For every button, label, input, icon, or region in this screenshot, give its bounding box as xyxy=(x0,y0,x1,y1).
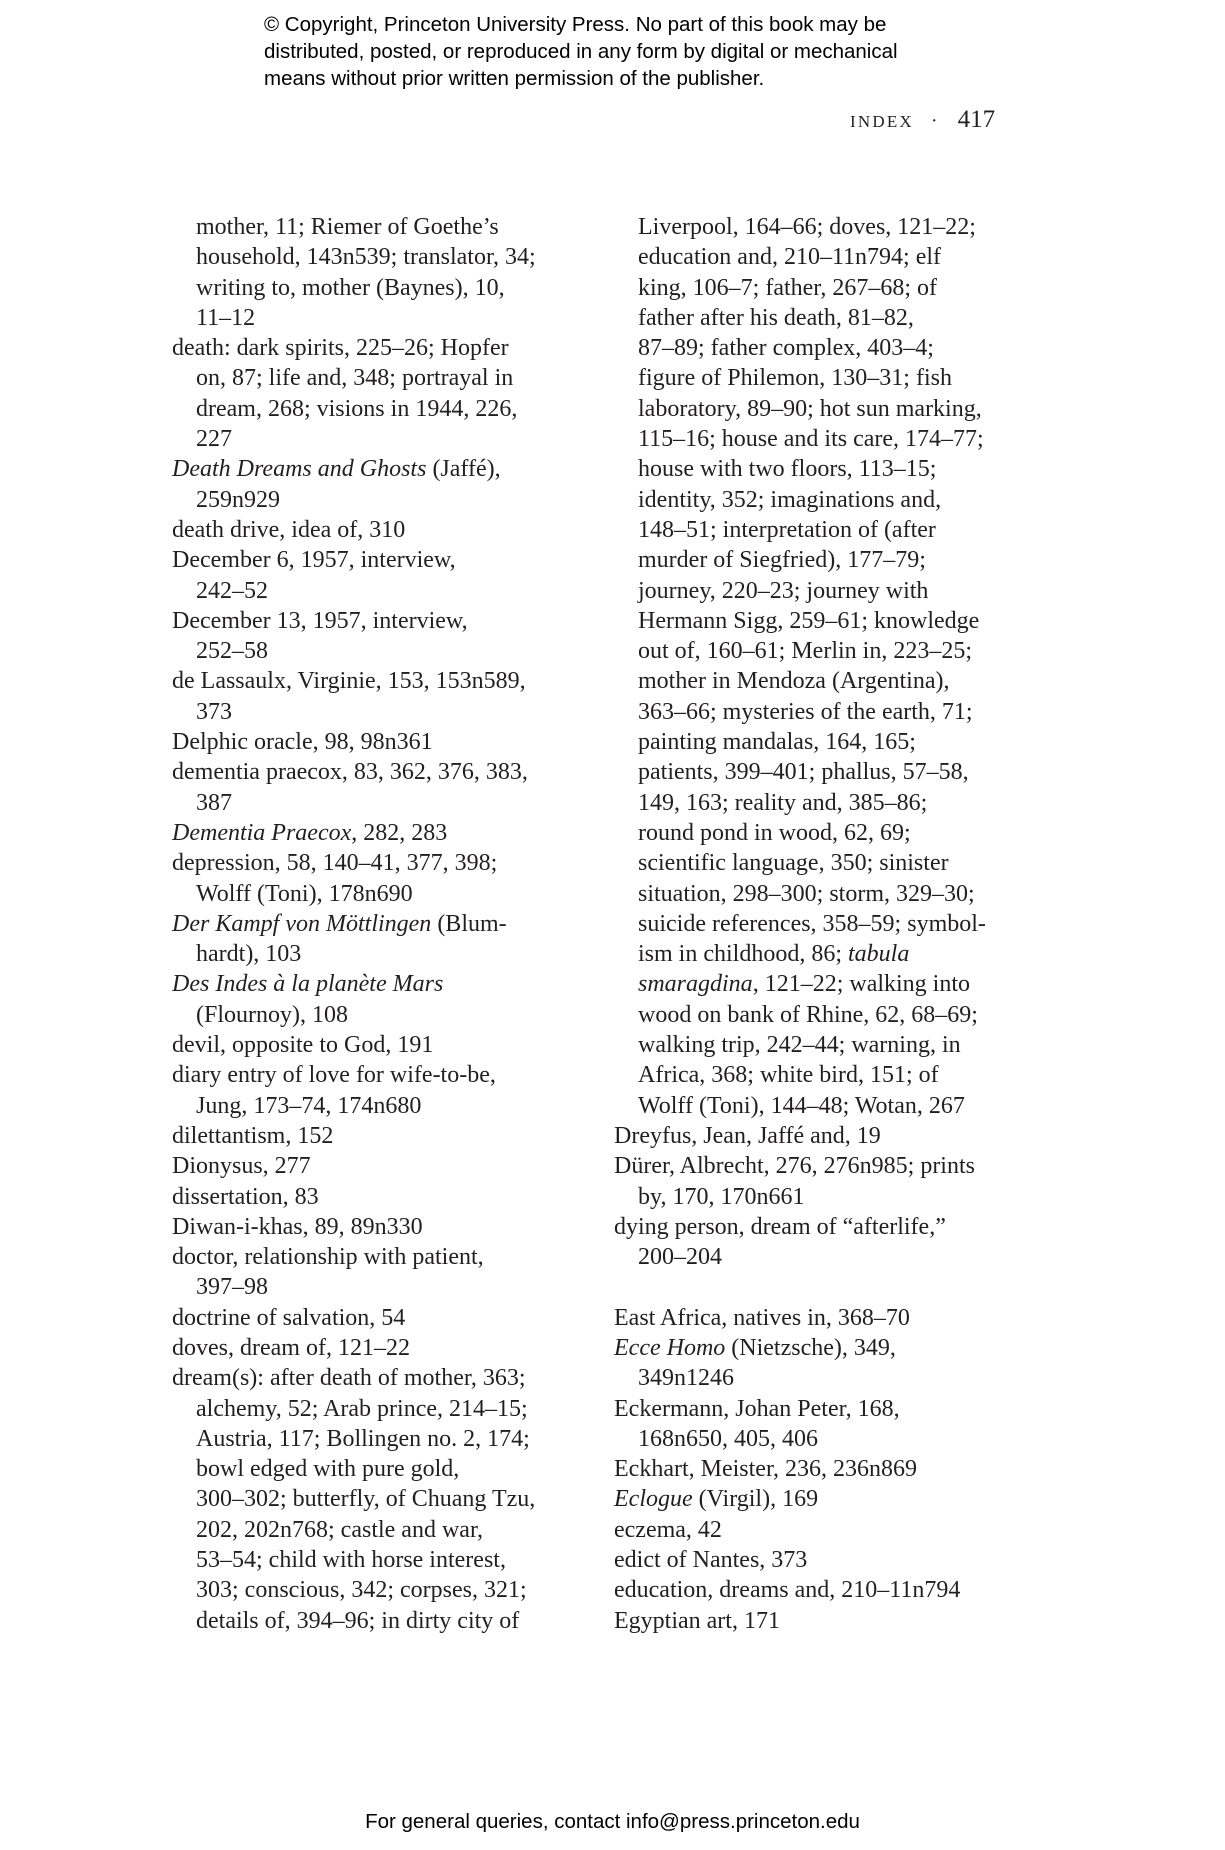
index-entry xyxy=(614,1515,1044,1545)
entry-text: Liverpool, 164–66; doves, 121–22; education and, 210–11n794; elf king, 106–7; father, 267–68; of father after his death, 81–82, 87–89; father complex, 403–4; figure of Philemon, 130–31; fish laboratory, 89–90; hot sun marking, 115–16; house and its care, 174–77; house with two floors, 113–15; identity, 352; imaginations and, 148–51; interpretation of (after murder of Siegfried), 177–79; journey, 220–23; journey with Hermann Sigg, 259–61; knowledge out of, 160–61; Merlin in, 223–25; mother in Mendoza (Argentina), 363–66; mysteries of the earth, 71; painting mandalas, 164, 165; patients, 399–401; phallus, 57–58, 149, 163; reality and, 385–86; round pond in wood, 62, 69; scientific language, 350; sinister situation, 298–300; storm, 329–30; suicide references, 358–59; symbol- ism in childhood, 86; xyxy=(638,214,986,968)
entry-text: Dürer, Albrecht, 276, 276n985; prints by, 170, 170n661 xyxy=(614,1153,975,1210)
entry-italic-title: Eclogue xyxy=(614,1486,693,1513)
index-entry xyxy=(614,1454,1044,1484)
header-separator: · xyxy=(930,110,938,132)
index-column-right xyxy=(614,212,1044,1636)
copyright-line: means without prior written permission of the publisher. xyxy=(264,67,765,90)
entry-text: de Lassaulx, Virginie, 153, 153n589, 373 xyxy=(172,668,526,725)
entry-text: (Jaffé), 259n929 xyxy=(196,456,501,513)
entry-text: doctor, relationship with patient, 397–98 xyxy=(172,1244,484,1301)
index-entry xyxy=(614,1303,1044,1333)
index-entry xyxy=(172,818,612,848)
entry-text: devil, opposite to God, 191 xyxy=(172,1032,434,1059)
index-entry xyxy=(172,1363,612,1636)
entry-text: mother, 11; Riemer of Goethe’s household, 143n539; translator, 34; writing to, mother (Baynes), 10, 11–12 xyxy=(196,214,536,331)
running-header xyxy=(850,106,995,134)
index-entry xyxy=(614,1121,1044,1151)
index-entry xyxy=(614,1212,1044,1273)
index-entry xyxy=(172,333,612,454)
entry-text: doctrine of salvation, 54 xyxy=(172,1304,406,1331)
entry-italic-title: Ecce Homo xyxy=(614,1334,726,1361)
entry-text: , 282, 283 xyxy=(351,819,448,846)
index-entry xyxy=(172,969,612,1030)
entry-text: education, dreams and, 210–11n794 xyxy=(614,1577,961,1604)
copyright-line: © Copyright, Princeton University Press. No part of this book may be xyxy=(264,13,887,36)
entry-text: Eckermann, Johan Peter, 168, 168n650, 405, 406 xyxy=(614,1395,900,1452)
index-entry xyxy=(172,727,612,757)
entry-text: death drive, idea of, 310 xyxy=(172,516,406,543)
entry-text: diary entry of love for wife-to-be, Jung, 173–74, 174n680 xyxy=(172,1062,496,1119)
entry-italic-title: Death Dreams and Ghosts xyxy=(172,456,427,483)
entry-italic-title: Des Indes à la planète Mars xyxy=(172,971,444,998)
entry-text: Dreyfus, Jean, Jaffé and, 19 xyxy=(614,1122,881,1149)
index-entry xyxy=(614,1545,1044,1575)
entry-text: dissertation, 83 xyxy=(172,1183,319,1210)
entry-text: dilettantism, 152 xyxy=(172,1122,334,1149)
entry-text: dream(s): after death of mother, 363; alchemy, 52; Arab prince, 214–15; Austria, 117; Bollingen no. 2, 174; bowl edged with pure gold, 300–302; butterfly, of Chuang Tzu, 202, 202n768; castle and war, 53–54; child with horse interest, 303; conscious, 342; corpses, 321; details of, 394–96; in dirty city of xyxy=(172,1365,536,1634)
index-entry xyxy=(172,606,612,667)
entry-text: Eckhart, Meister, 236, 236n869 xyxy=(614,1456,917,1483)
entry-italic-title: Dementia Praecox xyxy=(172,819,352,846)
entry-text: December 6, 1957, interview, 242–52 xyxy=(172,547,456,604)
index-entry xyxy=(614,212,1044,1121)
index-entry xyxy=(614,1151,1044,1212)
entry-text: Egyptian art, 171 xyxy=(614,1607,780,1634)
entry-italic-title: Der Kampf von Möttlingen xyxy=(172,910,432,937)
copyright-notice xyxy=(264,11,1024,92)
index-entry xyxy=(614,1606,1044,1636)
entry-text: Delphic oracle, 98, 98n361 xyxy=(172,729,433,756)
entry-text: Dionysus, 277 xyxy=(172,1153,311,1180)
index-entry xyxy=(614,1333,1044,1394)
index-entry xyxy=(172,757,612,818)
entry-text: (Blum- hardt), 103 xyxy=(196,910,507,968)
entry-text: death: dark spirits, 225–26; Hopfer on, 87; life and, 348; portrayal in dream, 268; visions in 1944, 226, 227 xyxy=(172,335,518,453)
entry-text: dying person, dream of “afterlife,” 200–204 xyxy=(614,1213,946,1271)
index-entry xyxy=(614,1484,1044,1514)
entry-text: (Virgil), 169 xyxy=(692,1486,819,1513)
entry-text: , 121–22; walking into wood on bank of Rhine, 62, 68–69; walking trip, 242–44; warning, in Africa, 368; white bird, 151; of Wolff (Toni), 144–48; Wotan, 267 xyxy=(638,971,978,1119)
index-entry xyxy=(172,454,612,515)
page-number: 417 xyxy=(957,106,996,133)
index-entry xyxy=(172,909,612,970)
entry-text: eczema, 42 xyxy=(614,1516,722,1543)
running-title: INDEX xyxy=(850,112,914,131)
index-entry xyxy=(172,1030,612,1060)
index-entry xyxy=(172,212,612,333)
index-entry xyxy=(172,1121,612,1151)
index-entry xyxy=(172,666,612,727)
footer-contact: For general queries, contact info@press.princeton.edu xyxy=(365,1810,860,1833)
index-entry xyxy=(172,1242,612,1303)
entry-text: (Nietzsche), 349, 349n1246 xyxy=(638,1334,896,1392)
index-entry xyxy=(172,545,612,606)
entry-text: dementia praecox, 83, 362, 376, 383, 387 xyxy=(172,759,528,816)
entry-italic-title: tabula smaragdina xyxy=(638,941,910,998)
index-entry xyxy=(614,1575,1044,1605)
index-entry xyxy=(172,515,612,545)
entry-text: Diwan-i-khas, 89, 89n330 xyxy=(172,1213,423,1240)
copyright-line: distributed, posted, or reproduced in any form by digital or mechanical xyxy=(264,40,898,63)
index-entry xyxy=(172,1060,612,1121)
section-gap xyxy=(614,1272,1044,1302)
entry-text: depression, 58, 140–41, 377, 398; Wolff (Toni), 178n690 xyxy=(172,850,498,907)
index-column-left xyxy=(172,212,612,1636)
index-entry xyxy=(172,1182,612,1212)
entry-text: doves, dream of, 121–22 xyxy=(172,1334,410,1361)
index-entry xyxy=(614,1394,1044,1455)
index-entry xyxy=(172,848,612,909)
index-entry xyxy=(172,1303,612,1333)
entry-text: East Africa, natives in, 368–70 xyxy=(614,1304,910,1331)
index-entry xyxy=(172,1212,612,1242)
entry-text: edict of Nantes, 373 xyxy=(614,1547,808,1574)
index-entry xyxy=(172,1333,612,1363)
entry-text: December 13, 1957, interview, 252–58 xyxy=(172,607,468,665)
entry-text: (Flournoy), 108 xyxy=(196,1001,348,1028)
index-entry xyxy=(172,1151,612,1181)
